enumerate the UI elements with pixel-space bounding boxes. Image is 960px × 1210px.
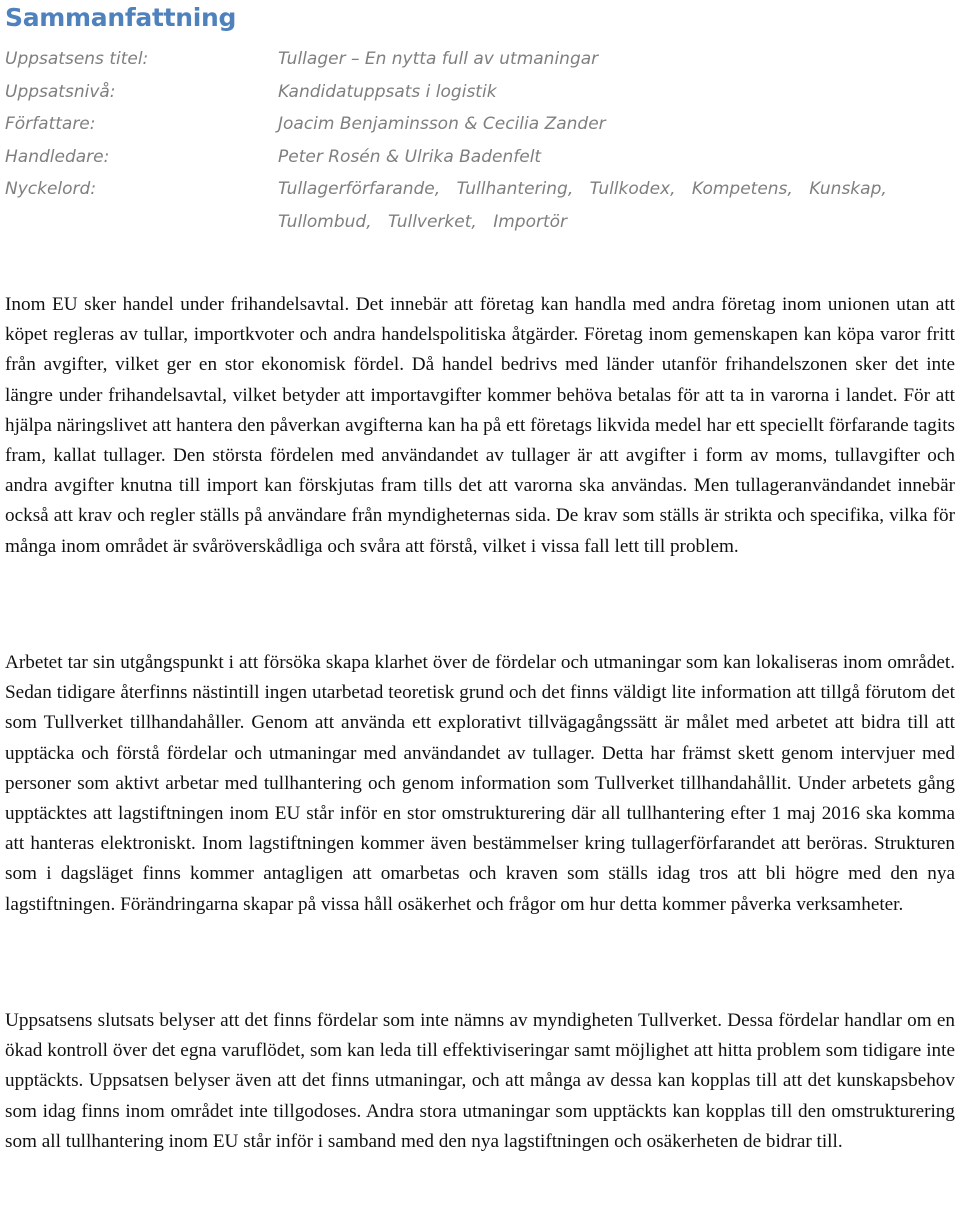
meta-value: Peter Rosén & Ulrika Badenfelt xyxy=(278,146,542,167)
document-page xyxy=(5,0,955,1152)
meta-label: Handledare: xyxy=(5,146,110,167)
meta-label: Nyckelord: xyxy=(5,179,97,199)
summary-paragraph: Uppsatsens slutsats belyser att det finns fördelar som inte nämns av myndigheten Tullverket. Dessa fördelar handlar om en ökad kontroll över det egna varuflödet, som kan leda till effektiviseringar samt möjlighet att hitta problem som tidigare inte upptäckts. Uppsatsen belyser även att det finns utmaningar, och att många av dessa kan kopplas till att det kunskapsbehov som idag finns inom området inte tillgodoses. Andra stora utmaningar som upptäckts kan kopplas till den omstrukturering som all tullhantering inom EU står inför i samband med den nya lagstiftningen och osäkerheten de bidrar till. xyxy=(5,1010,955,1152)
summary-paragraph: Arbetet tar sin utgångspunkt i att försöka skapa klarhet över de fördelar och utmaningar som kan lokaliseras inom området. Sedan tidigare återfinns nästintill ingen utarbetad teoretisk grund och det finns väldigt lite information att tillgå förutom det som Tullverket tillhandahåller. Genom att använda ett explorativt tillvägagångssätt är målet med arbetet att bidra till att upptäcka och förstå fördelar och utmaningar med användandet av tullager. Detta har främst skett genom intervjuer med personer som aktivt arbetar med tullhantering och genom information som Tullverket tillhandahållit. Under arbetets gång upptäcktes att lagstiftningen inom EU står inför en stor omstrukturering där all tullhantering efter 1 maj 2016 ska komma att hanteras elektroniskt. Inom lagstiftningen kommer även bestämmelser kring tullagerförfarandet att beröras. Strukturen som i dagsläget finns kommer antagligen att omarbetas och kraven som ställs idag tros att bli högre med den nya lagstiftningen. Förändringarna skapar på vissa håll osäkerhet och frågor om hur detta kommer påverka verksamheter. xyxy=(5,652,955,915)
meta-row-supervisors xyxy=(5,141,955,174)
meta-value-keywords: Tullagerförfarande, Tullhantering, Tullkodex, Kompetens, Kunskap, Tullombud, Tullverket, Importör xyxy=(278,179,887,232)
thesis-metadata xyxy=(5,43,955,238)
meta-label: Uppsatsens titel: xyxy=(5,49,149,69)
meta-value: Kandidatuppsats i logistik xyxy=(278,81,497,102)
meta-row-keywords xyxy=(5,173,955,238)
summary-paragraph: Inom EU sker handel under frihandelsavtal. Det innebär att företag kan handla med andra företag inom unionen utan att köpet regleras av tullar, importkvoter och andra handelspolitiska åtgärder. Företag inom gemenskapen kan köpa varor fritt från avgifter, vilket ger en stor ekonomisk fördel. Då handel bedrivs med länder utanför frihandelszonen sker det inte längre under frihandelsavtal, vilket betyder att importavgifter kommer behöva betalas för att ta in varorna i landet. För att hjälpa näringslivet att hantera den påverkan avgifterna kan ha på ett företags likvida medel har ett speciellt förfarande tagits fram, kallat tullager. Den största fördelen med användandet av tullager är att avgifter i form av moms, tullavgifter och andra avgifter knutna till import kan förskjutas fram tills det att varorna ska användas. Men tullageranvändandet innebär också att krav och regler ställs på användare från myndigheternas sida. De krav som ställs är strikta och specifika, vilka för många inom området är svåröverskådliga och svåra att förstå, vilket i vissa fall lett till problem. xyxy=(5,294,955,557)
meta-row-title xyxy=(5,43,955,76)
meta-value: Joacim Benjaminsson & Cecilia Zander xyxy=(278,114,606,134)
meta-row-level xyxy=(5,76,955,109)
meta-label: Författare: xyxy=(5,114,96,134)
meta-label: Uppsatsnivå: xyxy=(5,81,116,102)
meta-row-authors xyxy=(5,108,955,141)
meta-value: Tullager – En nytta full av utmaningar xyxy=(278,49,599,69)
page-title: Sammanfattning xyxy=(5,3,237,32)
